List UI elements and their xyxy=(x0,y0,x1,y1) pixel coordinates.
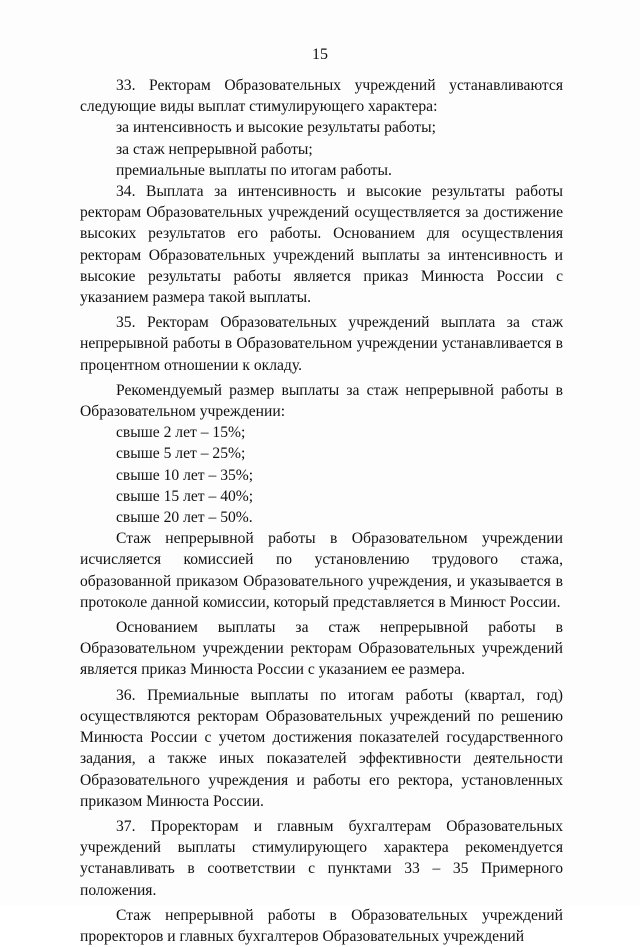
list-item-over-20-years: свыше 20 лет – 50%. xyxy=(116,509,253,527)
list-item-intensity: за интенсивность и высокие результаты работы; xyxy=(116,119,436,137)
list-item-over-10-years: свыше 10 лет – 35%; xyxy=(116,466,254,484)
list-item-over-5-years: свыше 5 лет – 25%; xyxy=(116,445,246,463)
paragraph-vice-rectors-tenure: Стаж непрерывной работы в Образовательных учреждений проректоров и главных бухгалтеров Образовательных учреждений xyxy=(80,906,563,945)
list-item-bonus: премиальные выплаты по итогам работы. xyxy=(116,161,392,179)
paragraph-recommended-size: Рекомендуемый размер выплаты за стаж непрерывной работы в Образовательном учреждении: xyxy=(80,381,563,421)
list-item-over-2-years: свыше 2 лет – 15%; xyxy=(116,424,246,442)
paragraph-34: 34. Выплата за интенсивность и высокие результаты работы ректорам Образовательных учреждений осуществляется за достижение высоких результатов его работы. Основанием для осуществления ректорам Образовательных учреждений выплаты за интенсивность и высокие результаты работы является приказ Минюста России с указанием размера такой выплаты. xyxy=(80,183,563,307)
paragraph-tenure-calculation: Стаж непрерывной работы в Образовательном учреждении исчисляется комиссией по установлению трудового стажа, образованной приказом Образовательного учреждения, и указывается в протоколе данной комиссии, который представляется в Минюст России. xyxy=(80,530,563,611)
document-body xyxy=(80,75,563,947)
paragraph-36: 36. Премиальные выплаты по итогам работы (квартал, год) осуществляются ректорам Образовательных учреждений по решению Минюста России с учетом достижения показателей государственного задания, а также иных показателей эффективности деятельности Образовательного учреждения и работы его ректора, установленных приказом Минюста России. xyxy=(80,686,563,810)
paragraph-35: 35. Ректорам Образовательных учреждений выплата за стаж непрерывной работы в Образовательном учреждении устанавливается в процентном отношении к окладу. xyxy=(80,314,563,374)
paragraph-37: 37. Проректорам и главным бухгалтерам Образовательных учреждений выплаты стимулирующего характера рекомендуется устанавливать в соответствии с пунктами 33 – 35 Примерного положения. xyxy=(80,817,563,899)
paragraph-tenure-basis: Основанием выплаты за стаж непрерывной работы в Образовательном учреждении ректорам Образовательных учреждений является приказ Минюста России с указанием ее размера. xyxy=(80,619,563,679)
list-item-tenure: за стаж непрерывной работы; xyxy=(116,140,313,158)
page-number: 15 xyxy=(312,46,328,63)
paragraph-33: 33. Ректорам Образовательных учреждений устанавливаются следующие виды выплат стимулирующего характера: xyxy=(80,77,563,116)
list-item-over-15-years: свыше 15 лет – 40%; xyxy=(116,487,254,505)
